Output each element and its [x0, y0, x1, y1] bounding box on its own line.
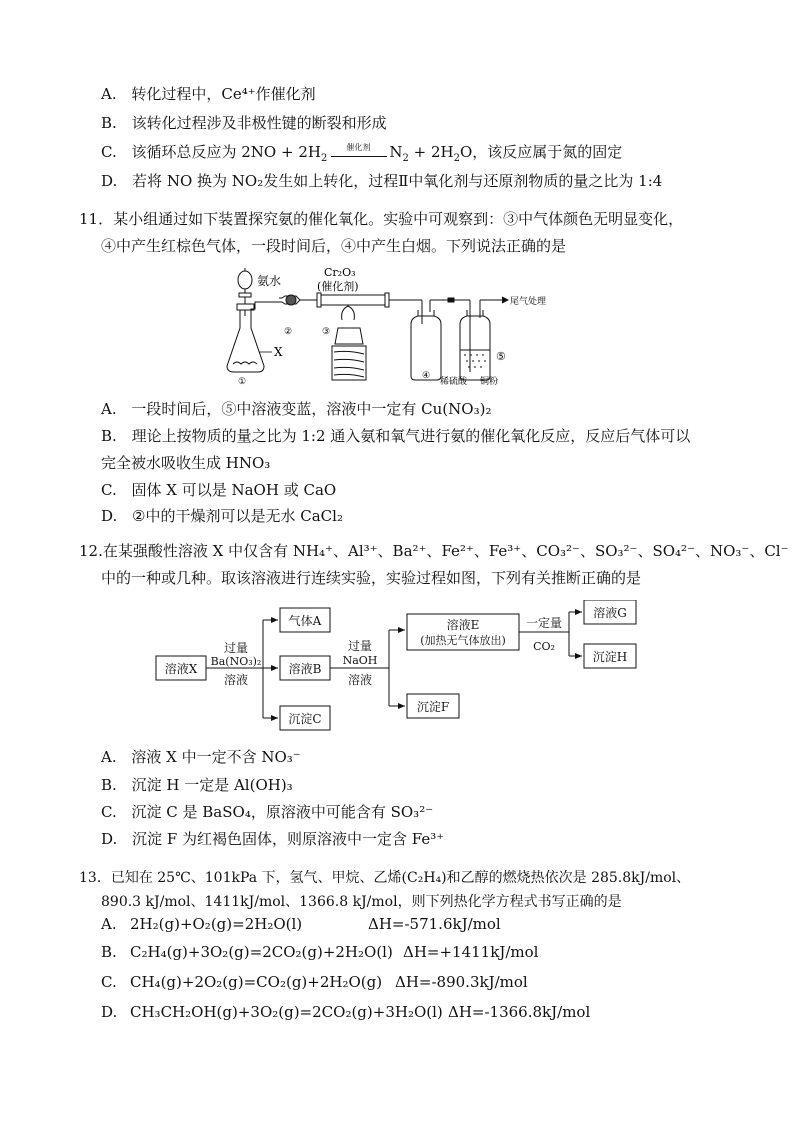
option-label: B. — [101, 114, 117, 132]
option-label: D. — [101, 830, 118, 848]
q11-option-a — [101, 399, 491, 419]
option-text: 转化过程中，Ce⁴⁺作催化剂 — [131, 85, 316, 103]
option-equation: CH₄(g)+2O₂(g)=CO₂(g)+2H₂O(g) — [130, 973, 383, 991]
flow-step2-bottom: 溶液 — [347, 673, 373, 687]
option-text: 理论上按物质的量之比为 1:2 通入氨和氧气进行氨的催化氧化反应，反应后气体可以 — [131, 427, 691, 445]
option-label: A. — [101, 915, 117, 933]
flow-step1-top2: Ba(NO₃)₂ — [210, 655, 262, 668]
option-label: D. — [101, 1003, 118, 1021]
flow-solution-g: 溶液G — [593, 606, 627, 620]
flow-solution-x: 溶液X — [164, 662, 198, 676]
q11-stem-line2: ④中产生红棕色气体，一段时间后，④中产生白烟。下列说法正确的是 — [101, 237, 567, 255]
option-label: A. — [101, 748, 117, 766]
q10-option-a — [101, 84, 316, 104]
option-text: 沉淀 H 一定是 Al(OH)₃ — [131, 776, 293, 794]
option-enthalpy: ΔH=-571.6kJ/mol — [368, 915, 501, 933]
q10-option-b — [101, 113, 387, 133]
q11-option-b — [101, 426, 690, 446]
label-catalyst-formula: Cr₂O₃ — [324, 266, 356, 279]
catalyst-arrow — [327, 143, 389, 160]
label-ammonia: 氨水 — [257, 274, 282, 288]
flow-step2-top1: 过量 — [347, 639, 373, 653]
option-text: O，该反应属于氮的固定 — [459, 143, 623, 161]
flow-step1-bottom: 溶液 — [223, 673, 249, 687]
option-equation: C₂H₄(g)+3O₂(g)=2CO₂(g)+2H₂O(l) — [130, 943, 393, 961]
option-equation: 2H₂(g)+O₂(g)=2H₂O(l) — [130, 915, 303, 933]
q13-option-b — [101, 942, 539, 962]
option-text: ②中的干燥剂可以是无水 CaCl₂ — [132, 507, 343, 525]
label-acid: 稀硫酸 — [440, 377, 468, 386]
flow-step3-bottom: CO₂ — [533, 640, 555, 653]
option-enthalpy: ΔH=+1411kJ/mol — [403, 943, 539, 961]
label-5: ⑤ — [496, 350, 506, 363]
q12-flowchart — [150, 600, 650, 740]
option-text: N — [389, 143, 403, 161]
flow-step1-top1: 过量 — [223, 641, 249, 655]
option-label: B. — [101, 427, 117, 445]
label-3: ③ — [322, 327, 331, 337]
arrow-label: 催化剂 — [346, 143, 371, 152]
label-4: ④ — [422, 371, 431, 381]
subscript: 2 — [320, 153, 328, 164]
q11-stem-line1 — [79, 209, 683, 229]
option-enthalpy: ΔH=-890.3kJ/mol — [395, 973, 528, 991]
flow-precipitate-f: 沉淀F — [416, 700, 450, 714]
q10-option-c — [101, 142, 622, 162]
q13-option-d — [101, 1002, 591, 1022]
option-text: 沉淀 F 为红褐色固体，则原溶液中一定含 Fe³⁺ — [132, 830, 445, 848]
q12-option-a — [101, 747, 301, 767]
reaction-tube — [317, 295, 389, 305]
question-number: 13． — [79, 870, 111, 886]
q11-option-b-continued: 完全被水吸收生成 HNO₃ — [101, 454, 271, 472]
option-label: D. — [101, 172, 118, 190]
lamp-flame — [342, 306, 355, 320]
flow-step2-top2: NaOH — [342, 654, 378, 667]
q13-stem-line1 — [79, 868, 690, 888]
question-number: 11． — [79, 210, 114, 228]
option-label: A. — [101, 85, 117, 103]
bottle-5 — [460, 316, 490, 380]
option-label: C. — [101, 481, 117, 499]
option-text: 一段时间后，⑤中溶液变蓝，溶液中一定有 Cu(NO₃)₂ — [131, 400, 492, 418]
funnel-bulb — [238, 271, 252, 289]
label-2: ② — [284, 327, 293, 337]
option-label: C. — [101, 803, 117, 821]
subscript: 2 — [402, 153, 409, 164]
question-text: 某小组通过如下装置探究氨的催化氧化。实验中可观察到：③中气体颜色无明显变化， — [113, 210, 684, 228]
label-catalyst-name: (催化剂) — [317, 280, 359, 293]
q12-stem-line1 — [79, 541, 789, 561]
flow-gas-a: 气体A — [288, 614, 322, 628]
q11-option-d — [101, 506, 343, 526]
label-x: X — [274, 345, 283, 359]
option-text: 若将 NO 换为 NO₂发生如上转化，过程Ⅱ中氧化剂与还原剂物质的量之比为 1:4 — [132, 172, 663, 190]
flow-solution-e: 溶液E — [446, 618, 480, 632]
q13-option-a — [101, 914, 501, 934]
option-label: D. — [101, 507, 118, 525]
q13-stem-line2: 890.3 kJ/mol、1411kJ/mol、1366.8 kJ/mol，则下列热化学方程式书写正确的是 — [101, 894, 622, 910]
q12-stem-line2: 中的一种或几种。取该溶液进行连续实验，实验过程如图，下列有关推断正确的是 — [101, 569, 642, 587]
option-enthalpy: ΔH=-1366.8kJ/mol — [448, 1003, 591, 1021]
q11-option-c — [101, 480, 336, 500]
label-1: ① — [238, 377, 247, 386]
option-text: 固体 X 可以是 NaOH 或 CaO — [131, 481, 337, 499]
question-number: 12. — [79, 542, 103, 560]
flow-solution-b: 溶液B — [288, 662, 322, 676]
option-label: C. — [101, 143, 117, 161]
subscript: 2 — [453, 153, 460, 164]
question-text: 在某强酸性溶液 X 中仅含有 NH₄⁺、Al³⁺、Ba²⁺、Fe²⁺、Fe³⁺、CO₃²⁻、SO₃²⁻、SO₄²⁻、NO₃⁻、Cl⁻ — [102, 542, 789, 560]
q12-option-c — [101, 802, 433, 822]
option-equation: CH₃CH₂OH(g)+3O₂(g)=2CO₂(g)+3H₂O(l) — [130, 1003, 443, 1021]
option-text: 沉淀 C 是 BaSO₄，原溶液中可能含有 SO₃²⁻ — [131, 803, 434, 821]
q11-apparatus-figure — [222, 260, 592, 386]
label-copper: 铜粉 — [480, 377, 499, 386]
option-text: 该转化过程涉及非极性键的断裂和形成 — [131, 114, 387, 132]
flow-solution-e-note: (加热无气体放出) — [420, 634, 506, 647]
flow-precipitate-c: 沉淀C — [288, 712, 322, 726]
label-tail-gas: 尾气处理 — [510, 297, 547, 307]
option-text: 溶液 X 中一定不含 NO₃⁻ — [131, 748, 301, 766]
q13-option-c — [101, 972, 528, 992]
q12-option-b — [101, 775, 293, 795]
flow-precipitate-h: 沉淀H — [592, 650, 628, 664]
q12-option-d — [101, 829, 444, 849]
flow-step3-top: 一定量 — [525, 616, 563, 630]
option-text: 该循环总反应为 2NO + 2H — [131, 143, 321, 161]
q10-option-d — [101, 171, 662, 191]
question-text: 已知在 25℃、101kPa 下，氢气、甲烷、乙烯(C₂H₄)和乙醇的燃烧热依次是 285.8kJ/mol、 — [110, 870, 691, 886]
option-label: B. — [101, 776, 117, 794]
option-label: A. — [101, 400, 117, 418]
option-label: C. — [101, 973, 117, 991]
option-label: B. — [101, 943, 117, 961]
option-text: + 2H — [408, 143, 454, 161]
